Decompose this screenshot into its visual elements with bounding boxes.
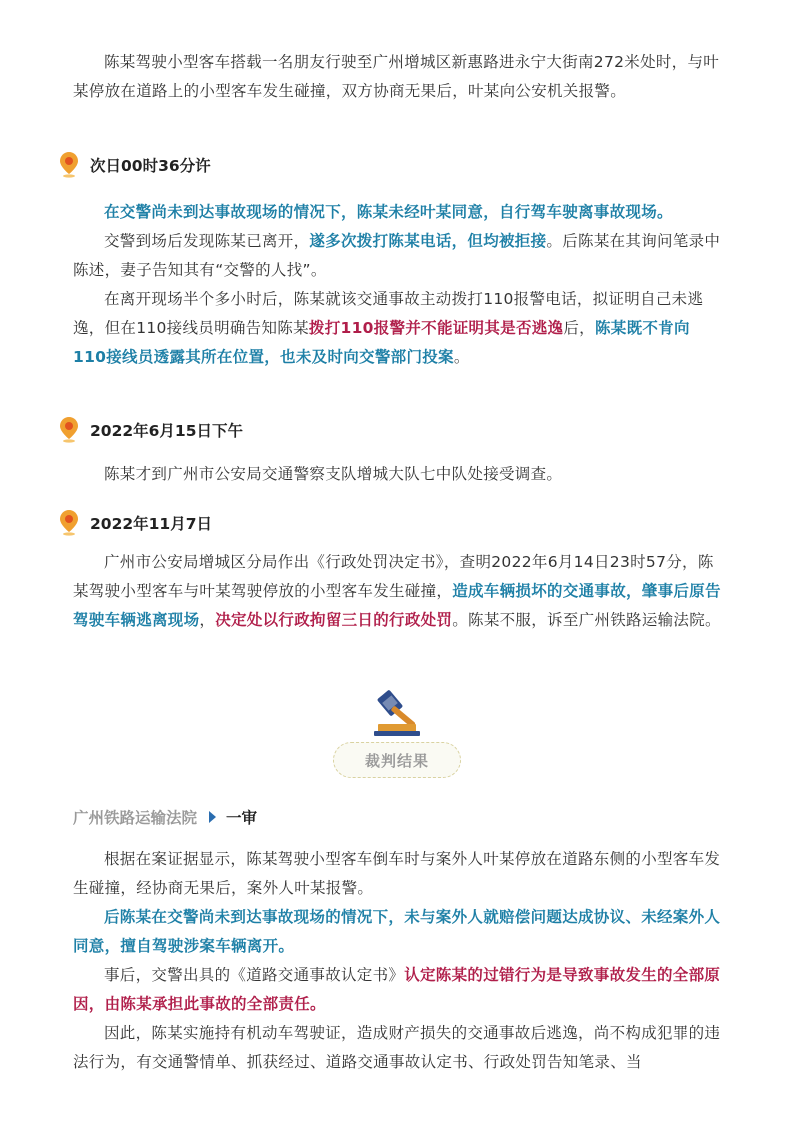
instance-label: 一审 — [226, 809, 258, 827]
date-label: 2022年11月7日 — [90, 515, 212, 533]
triangle-right-icon — [209, 811, 216, 823]
text-span: 在离开现场半个多小时后，陈某就该交通事故主动拨打110报警电话，拟证明自己未逃逸，但在110接线员明确告知陈某 — [73, 290, 704, 337]
date-label: 次日00时36分许 — [90, 157, 211, 175]
text-span: 事后，交警出具的《道路交通事故认定书》 — [104, 966, 405, 984]
text-span: 后， — [563, 319, 595, 337]
text-span: 广州市公安局增城区分局作出《行政处罚决定书》，查明2022年6月14日23时57分，陈某驾驶小型客车与叶某驾驶停放的小型客车发生碰撞， — [73, 553, 714, 600]
red-highlight: 认定陈某的过错行为是导致事故发生的全部原因，由陈某承担此事故的全部责任。 — [73, 966, 721, 1013]
intro-paragraph: 陈某驾驶小型客车搭载一名朋友行驶至广州增城区新惠路进永宁大街南272米处时，与叶某停放在道路上的小型客车发生碰撞，双方协商无果后，叶某向公安机关报警。 — [73, 53, 720, 100]
date-heading-3 — [60, 510, 212, 536]
blue-highlight-paragraph: 在交警尚未到达事故现场的情况下，陈某未经叶某同意，自行驾车驶离事故现场。 — [104, 203, 673, 221]
judgment-paragraph-4: 因此，陈某实施持有机动车驾驶证，造成财产损失的交通事故后逃逸，尚不构成犯罪的违法行为，有交通警情单、抓获经过、道路交通事故认定书、行政处罚告知笔录、当 — [73, 1024, 721, 1071]
paragraph-police-arrival — [73, 227, 723, 285]
blue-highlight: 遂多次拨打陈某电话，但均被拒接 — [309, 232, 547, 250]
blue-highlight: 造成车辆损坏的交通事故，肇事后原告驾驶车辆逃离现场 — [73, 582, 721, 629]
location-pin-icon — [60, 510, 78, 536]
text-span: 。 — [453, 348, 470, 366]
date-heading-1 — [60, 152, 211, 178]
text-span: 交警到场后发现陈某已离开， — [104, 232, 310, 250]
text-span: 。陈某不服，诉至广州铁路运输法院。 — [452, 611, 721, 629]
paragraph-penalty-decision — [73, 548, 723, 635]
text-span: 。后陈某在其询问笔录中陈述，妻子告知其有“交警的人找”。 — [73, 232, 721, 279]
red-highlight: 决定处以行政拘留三日的行政处罚 — [215, 611, 453, 629]
judgment-paragraph-1: 根据在案证据显示，陈某驾驶小型客车倒车时与案外人叶某停放在道路东侧的小型客车发生碰撞，经协商无果后，案外人叶某报警。 — [73, 850, 721, 897]
verdict-result-badge: 裁判结果 — [333, 742, 461, 778]
blue-highlight: 陈某既不肯向110接线员透露其所在位置，也未及时向交警部门投案 — [73, 319, 690, 366]
location-pin-icon — [60, 417, 78, 443]
date-heading-2 — [60, 417, 243, 443]
location-pin-icon — [60, 152, 78, 178]
paragraph-110-call — [73, 285, 723, 372]
gavel-icon — [368, 690, 426, 738]
court-instance-line — [73, 806, 257, 828]
judgment-paragraph-2: 后陈某在交警尚未到达事故现场的情况下，未与案外人就赔偿问题达成协议、未经案外人同意，擅自驾驶涉案车辆离开。 — [73, 908, 721, 955]
paragraph-investigation: 陈某才到广州市公安局交通警察支队增城大队七中队处接受调查。 — [104, 465, 563, 483]
text-span: ， — [199, 611, 216, 629]
court-name: 广州铁路运输法院 — [73, 809, 198, 827]
date-label: 2022年6月15日下午 — [90, 422, 243, 440]
judgment-paragraph-3 — [73, 961, 723, 1019]
red-highlight: 拨打110报警并不能证明其是否逃逸 — [308, 319, 564, 337]
